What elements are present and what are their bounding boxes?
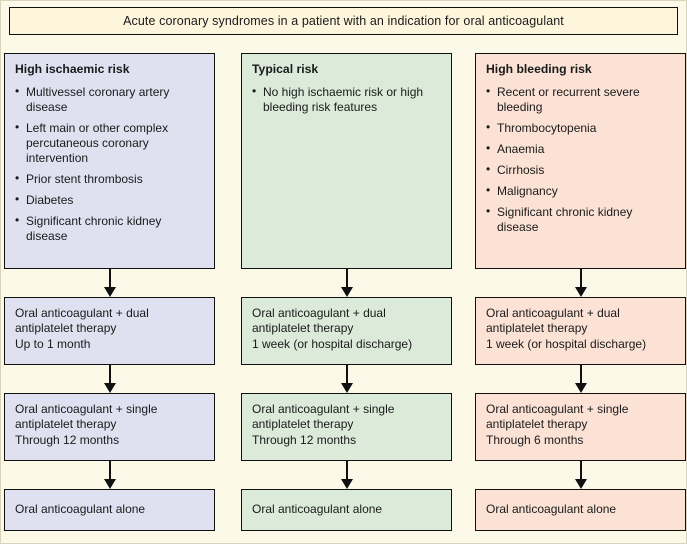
flow-arrow-down-icon	[4, 269, 215, 297]
flow-arrow-down-icon	[241, 365, 452, 393]
arrow-shaft	[109, 365, 111, 385]
stage-box-2	[241, 393, 452, 461]
arrow-shaft	[109, 269, 111, 289]
list-item: • Thrombocytopenia	[486, 121, 675, 136]
final-therapy-label: Oral anticoagulant alone	[15, 502, 146, 517]
final-therapy-label: Oral anticoagulant alone	[252, 502, 383, 517]
list-item: • Left main or other complex percutaneous coronary intervention	[15, 121, 204, 166]
column-high-ischaemic-risk	[4, 53, 215, 531]
risk-criteria-list	[252, 85, 441, 115]
list-item: • Malignancy	[486, 184, 675, 199]
flow-arrow-down-icon	[475, 461, 686, 489]
list-item: • Multivessel coronary artery disease	[15, 85, 204, 115]
arrow-head	[104, 287, 116, 297]
arrow-shaft	[580, 461, 582, 481]
stage-box-2	[4, 393, 215, 461]
risk-criteria-list	[486, 85, 675, 236]
stage-box-2	[475, 393, 686, 461]
stage-duration: 1 week (or hospital discharge)	[252, 336, 413, 351]
stage-therapy: Oral anticoagulant + single antiplatelet therapy	[15, 402, 158, 432]
stage-duration: 1 week (or hospital discharge)	[486, 336, 647, 351]
list-item: • Anaemia	[486, 142, 675, 157]
stage-therapy: Oral anticoagulant + single antiplatelet therapy	[252, 402, 395, 432]
stage-therapy: Oral anticoagulant + dual antiplatelet therapy	[252, 306, 386, 336]
stage-duration: Through 12 months	[252, 432, 357, 447]
arrow-shaft	[346, 461, 348, 481]
stage-therapy: Oral anticoagulant + single antiplatelet therapy	[486, 402, 629, 432]
arrow-head	[575, 287, 587, 297]
arrow-head	[341, 479, 353, 489]
risk-heading: Typical risk	[252, 62, 319, 76]
risk-criteria-box	[475, 53, 686, 269]
flow-arrow-down-icon	[4, 461, 215, 489]
diagram-title-banner	[9, 7, 678, 35]
flow-arrow-down-icon	[241, 269, 452, 297]
arrow-head	[575, 383, 587, 393]
stage-duration: Through 6 months	[486, 432, 584, 447]
list-item: • Cirrhosis	[486, 163, 675, 178]
final-therapy-label: Oral anticoagulant alone	[486, 502, 617, 517]
arrow-shaft	[580, 269, 582, 289]
column-high-bleeding-risk	[475, 53, 686, 531]
final-therapy-box	[475, 489, 686, 531]
arrow-head	[341, 383, 353, 393]
arrow-head	[341, 287, 353, 297]
risk-criteria-list	[15, 85, 204, 245]
final-therapy-box	[241, 489, 452, 531]
arrow-head	[104, 383, 116, 393]
stage-box-1	[241, 297, 452, 365]
flow-arrow-down-icon	[475, 365, 686, 393]
arrow-head	[104, 479, 116, 489]
arrow-shaft	[346, 269, 348, 289]
stage-duration: Up to 1 month	[15, 336, 91, 351]
stage-box-1	[475, 297, 686, 365]
column-typical-risk	[241, 53, 452, 531]
list-item: • Prior stent thrombosis	[15, 172, 204, 187]
final-therapy-box	[4, 489, 215, 531]
risk-criteria-box	[241, 53, 452, 269]
stage-duration: Through 12 months	[15, 432, 120, 447]
stage-box-1	[4, 297, 215, 365]
arrow-head	[575, 479, 587, 489]
list-item: • Significant chronic kidney disease	[15, 214, 204, 244]
risk-heading: High bleeding risk	[486, 62, 592, 76]
stage-therapy: Oral anticoagulant + dual antiplatelet therapy	[486, 306, 620, 336]
risk-criteria-box	[4, 53, 215, 269]
flow-arrow-down-icon	[475, 269, 686, 297]
arrow-shaft	[109, 461, 111, 481]
stage-therapy: Oral anticoagulant + dual antiplatelet therapy	[15, 306, 149, 336]
flow-arrow-down-icon	[4, 365, 215, 393]
list-item: • No high ischaemic risk or high bleeding risk features	[252, 85, 441, 115]
flow-arrow-down-icon	[241, 461, 452, 489]
page-title: Acute coronary syndromes in a patient with an indication for oral anticoagulant	[123, 14, 564, 28]
list-item: • Diabetes	[15, 193, 204, 208]
risk-heading: High ischaemic risk	[15, 62, 130, 76]
arrow-shaft	[346, 365, 348, 385]
arrow-shaft	[580, 365, 582, 385]
list-item: • Significant chronic kidney disease	[486, 205, 675, 235]
list-item: • Recent or recurrent severe bleeding	[486, 85, 675, 115]
